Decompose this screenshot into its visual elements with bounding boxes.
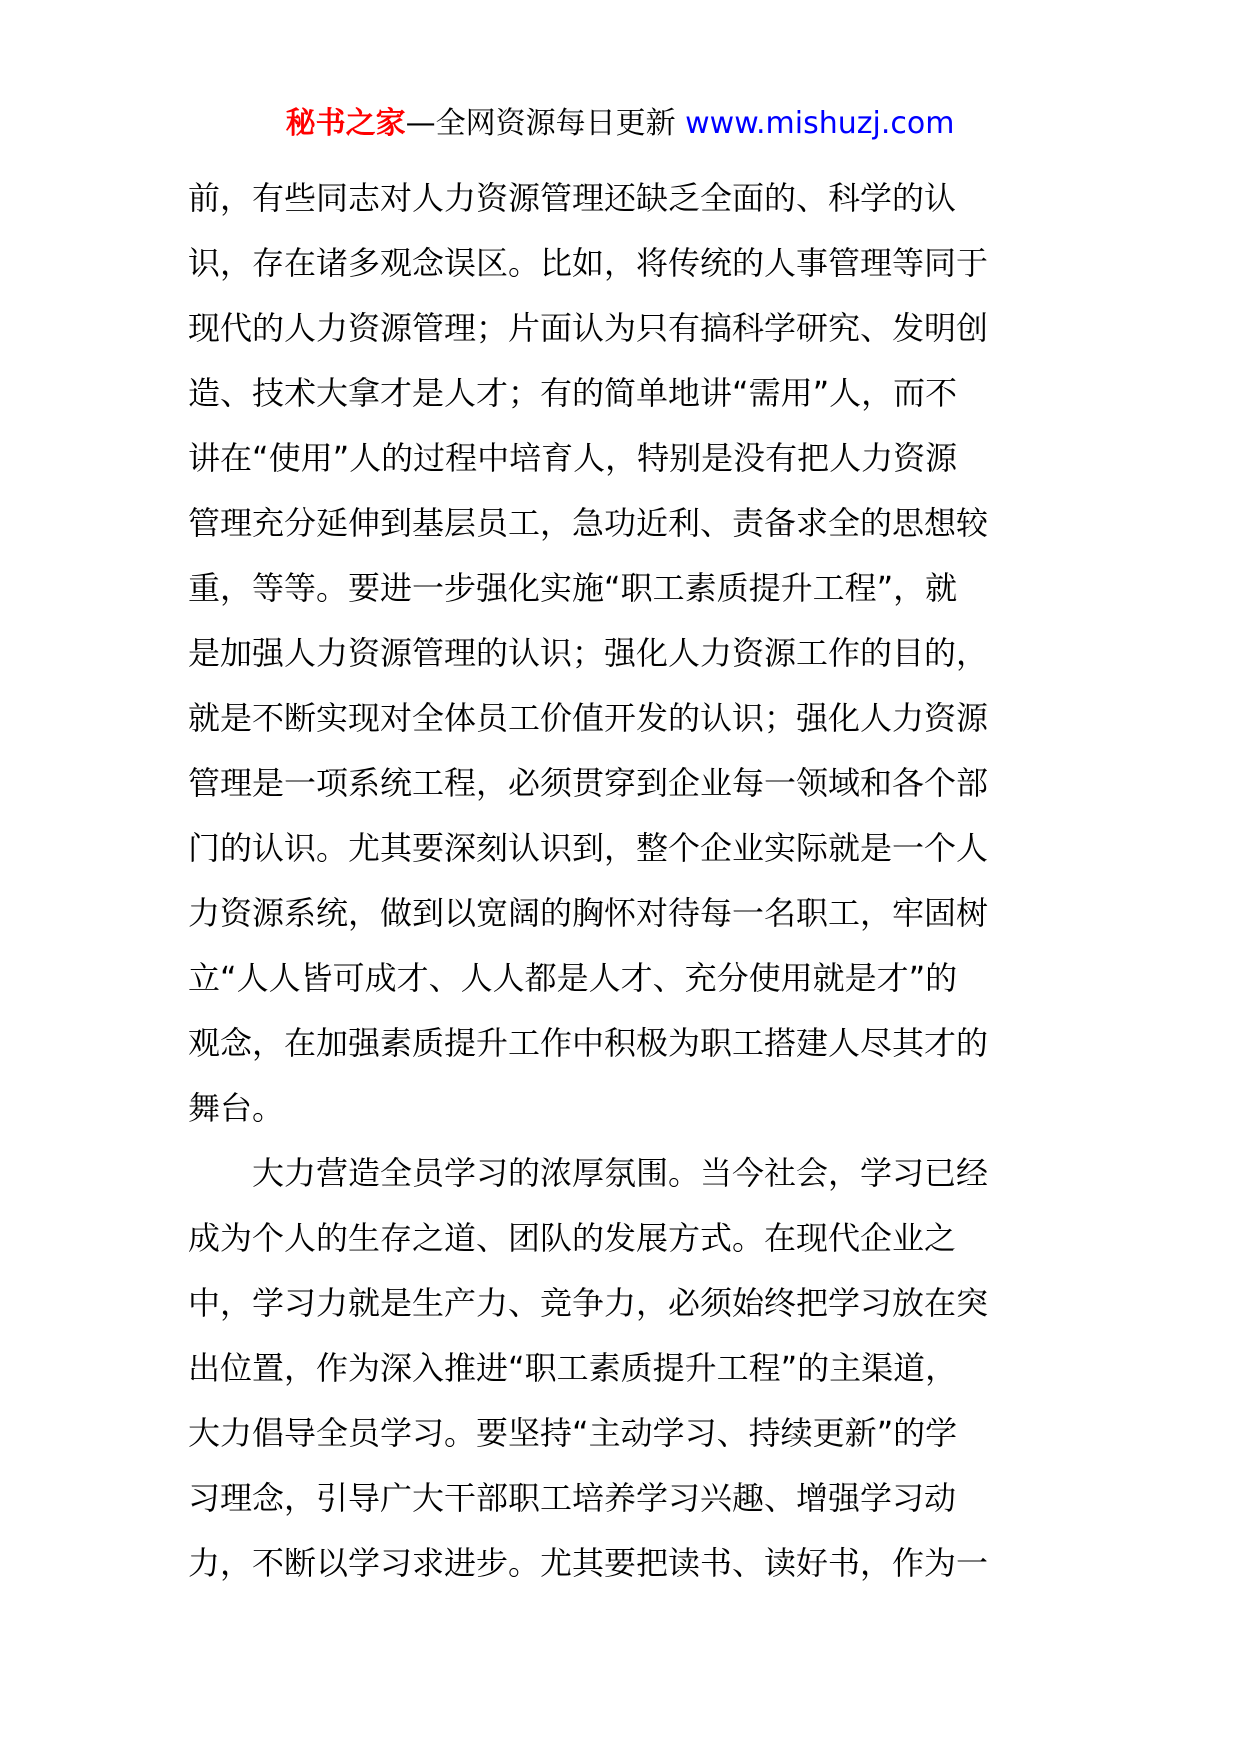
- text-line: 造、技术大拿才是人才；有的简单地讲“需用”人，而不: [188, 374, 958, 412]
- site-header: [0, 104, 1240, 144]
- brand-name: 秘书之家: [285, 106, 406, 141]
- text-line: 是加强人力资源管理的认识；强化人力资源工作的目的，: [188, 634, 989, 672]
- text-line: 大力倡导全员学习。要坚持“主动学习、持续更新”的学: [188, 1414, 958, 1452]
- text-line: 门的认识。尤其要深刻认识到，整个企业实际就是一个人: [188, 829, 989, 867]
- text-line: 中，学习力就是生产力、竞争力，必须始终把学习放在突: [188, 1284, 989, 1322]
- site-url[interactable]: www.mishuzj.com: [685, 106, 955, 141]
- document-body: [188, 166, 1056, 1596]
- text-line: 成为个人的生存之道、团队的发展方式。在现代企业之: [188, 1219, 957, 1257]
- text-line: 现代的人力资源管理；片面认为只有搞科学研究、发明创: [188, 309, 989, 347]
- header-tagline: —全网资源每日更新: [405, 106, 686, 141]
- text-line: 立“人人皆可成才、人人都是人才、充分使用就是才”的: [188, 959, 958, 997]
- text-line: 舞台。: [188, 1089, 285, 1127]
- text-line: 重，等等。要进一步强化实施“职工素质提升工程”，就: [188, 569, 958, 607]
- paragraph-start-line: 大力营造全员学习的浓厚氛围。当今社会，学习已经: [188, 1154, 989, 1192]
- text-line: 前，有些同志对人力资源管理还缺乏全面的、科学的认: [188, 179, 957, 217]
- text-line: 识，存在诸多观念误区。比如，将传统的人事管理等同于: [188, 244, 989, 282]
- text-line: 力，不断以学习求进步。尤其要把读书、读好书，作为一: [188, 1544, 989, 1582]
- text-line: 管理是一项系统工程，必须贯穿到企业每一领域和各个部: [188, 764, 989, 802]
- text-line: 就是不断实现对全体员工价值开发的认识；强化人力资源: [188, 699, 989, 737]
- text-line: 习理念，引导广大干部职工培养学习兴趣、增强学习动: [188, 1479, 957, 1517]
- text-line: 管理充分延伸到基层员工，急功近利、责备求全的思想较: [188, 504, 989, 542]
- text-line: 观念，在加强素质提升工作中积极为职工搭建人尽其才的: [188, 1024, 989, 1062]
- text-line: 力资源系统，做到以宽阔的胸怀对待每一名职工，牢固树: [188, 894, 989, 932]
- text-line: 出位置，作为深入推进“职工素质提升工程”的主渠道，: [188, 1349, 958, 1387]
- text-line: 讲在“使用”人的过程中培育人，特别是没有把人力资源: [188, 439, 958, 477]
